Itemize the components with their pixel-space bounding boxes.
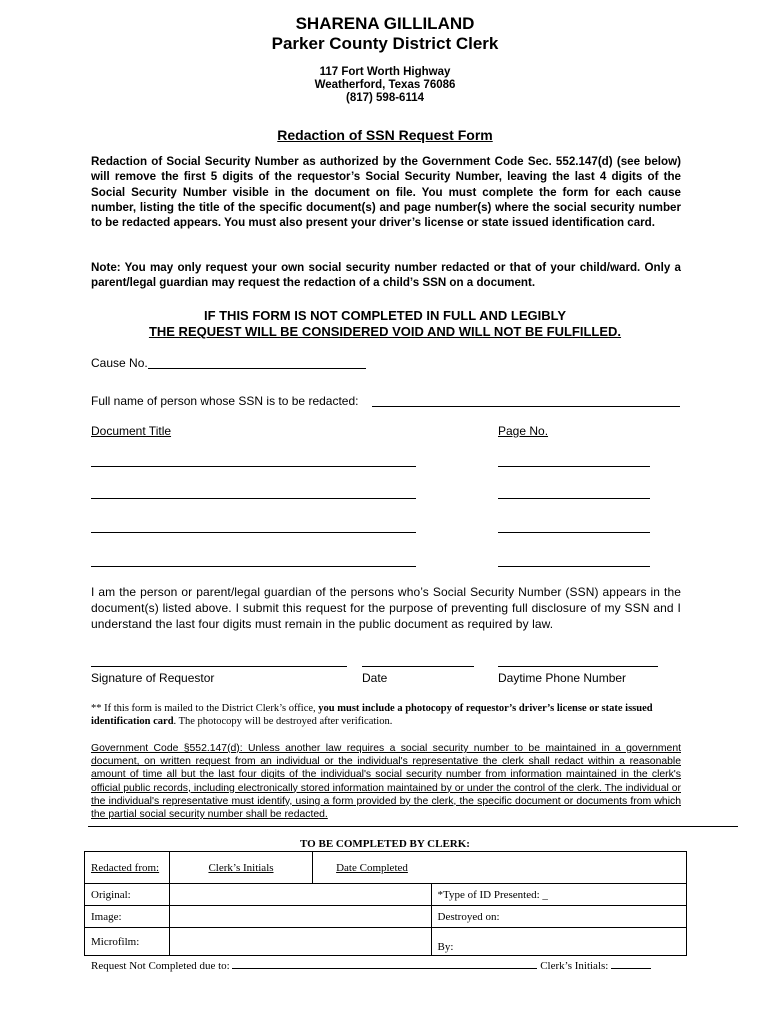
clerk-section-title: TO BE COMPLETED BY CLERK: xyxy=(300,838,470,850)
document-title-field-2[interactable] xyxy=(91,498,416,499)
microfilm-cell: Microfilm: xyxy=(85,928,170,956)
intro-paragraph: Redaction of Social Security Number as authorized by the Government Code Sec. 552.147(d) (see below) will remove the first 5 digits of the requestor’s Social Security Number, leaving the last 4 digits of the Social Security Number visible in the document on file. You must complete the form for each cause number, listing the title of the specific document(s) and page number(s) where the social security number to be redacted appears. You must also present your driver’s license or state issued identification card. xyxy=(91,155,681,230)
signature-label: Signature of Requestor xyxy=(91,671,215,685)
clerk-name: SHARENA GILLILAND xyxy=(295,14,475,33)
mail-note xyxy=(91,702,683,728)
microfilm-initials-cell[interactable] xyxy=(170,928,432,956)
image-initials-cell[interactable] xyxy=(170,906,432,928)
phone-field[interactable] xyxy=(498,666,658,667)
by-cell[interactable]: By: xyxy=(431,928,687,956)
mail-note-suffix: . The photocopy will be destroyed after verification. xyxy=(173,716,393,727)
not-completed-field[interactable] xyxy=(232,958,537,969)
phone-label: Daytime Phone Number xyxy=(498,671,627,685)
request-not-completed-row xyxy=(91,958,651,972)
redacted-from-label: Redacted from: xyxy=(91,861,160,874)
full-name-label: Full name of person whose SSN is to be redacted: xyxy=(91,394,359,408)
signature-field[interactable] xyxy=(91,666,347,667)
date-completed-cell xyxy=(313,852,432,884)
government-code-text: Government Code §552.147(d): Unless another law requires a social security number to be maintained in a government document, on written request from an individual or the individual's representative the clerk shall redact within a reasonable amount of time all but the last four digits of the individual's social security number from information maintained in the clerk's official public records, including electronically stored information maintained by or under the control of the clerk. The individual or the individual's representative must identify, using a form provided by the clerk, the specific document or documents from which the partial social security number shall be redacted. xyxy=(91,743,681,821)
mail-note-emphasis: you must include a photocopy of requestor’s driver’s license or state issued identification card xyxy=(91,703,653,727)
footer-clerk-initials-field[interactable] xyxy=(611,958,651,969)
not-completed-label: Request Not Completed due to: xyxy=(91,960,230,972)
mail-note-prefix: ** If this form is mailed to the District Clerk’s office, xyxy=(91,703,319,714)
document-title-field-4[interactable] xyxy=(91,566,416,567)
redacted-from-cell xyxy=(85,852,170,884)
address-city: Weatherford, Texas 76086 xyxy=(314,79,456,91)
page-no-field-2[interactable] xyxy=(498,498,650,499)
note-paragraph: Note: You may only request your own social security number redacted or that of your child/ward. Only a parent/legal guardian may request the redaction of a child’s SSN on a document. xyxy=(91,261,681,290)
date-field[interactable] xyxy=(362,666,474,667)
office-name: Parker County District Clerk xyxy=(271,34,499,53)
certification-paragraph: I am the person or parent/legal guardian of the persons who’s Social Security Number (SSN) appears in the document(s) listed above. I submit this request for the purpose of preventing full disclosure of my SSN and I understand the last four digits must remain in the public document as required by law. xyxy=(91,585,681,631)
image-cell: Image: xyxy=(85,906,170,928)
section-divider xyxy=(88,826,738,827)
type-of-id-cell[interactable]: *Type of ID Presented: _ xyxy=(431,884,687,906)
form-title: Redaction of SSN Request Form xyxy=(277,127,493,143)
page-no-field-4[interactable] xyxy=(498,566,650,567)
date-label: Date xyxy=(362,671,388,685)
header-blank-cell xyxy=(431,852,687,884)
cause-no-label: Cause No. xyxy=(91,356,148,370)
document-title-field-3[interactable] xyxy=(91,532,416,533)
original-initials-cell[interactable] xyxy=(170,884,432,906)
full-name-field[interactable] xyxy=(372,406,680,407)
warning-line-1: IF THIS FORM IS NOT COMPLETED IN FULL AND LEGIBLY xyxy=(203,308,567,323)
page-no-field-3[interactable] xyxy=(498,532,650,533)
page-no-field-1[interactable] xyxy=(498,466,650,467)
cause-no-field[interactable] xyxy=(148,368,366,369)
phone-number: (817) 598-6114 xyxy=(345,92,424,104)
page-no-label: Page No. xyxy=(498,424,549,438)
document-title-field-1[interactable] xyxy=(91,466,416,467)
warning-line-2: THE REQUEST WILL BE CONSIDERED VOID AND WILL NOT BE FULFILLED. xyxy=(148,324,622,339)
date-completed-label: Date Completed xyxy=(336,861,408,874)
clerks-initials-label: Clerk’s Initials xyxy=(208,861,274,874)
document-title-label: Document Title xyxy=(91,424,172,438)
destroyed-on-cell[interactable]: Destroyed on: xyxy=(431,906,687,928)
footer-clerk-initials-label: Clerk’s Initials: xyxy=(540,960,609,972)
address-street: 117 Fort Worth Highway xyxy=(319,66,451,78)
clerk-table xyxy=(84,851,687,956)
clerks-initials-cell xyxy=(170,852,313,884)
original-cell: Original: xyxy=(85,884,170,906)
